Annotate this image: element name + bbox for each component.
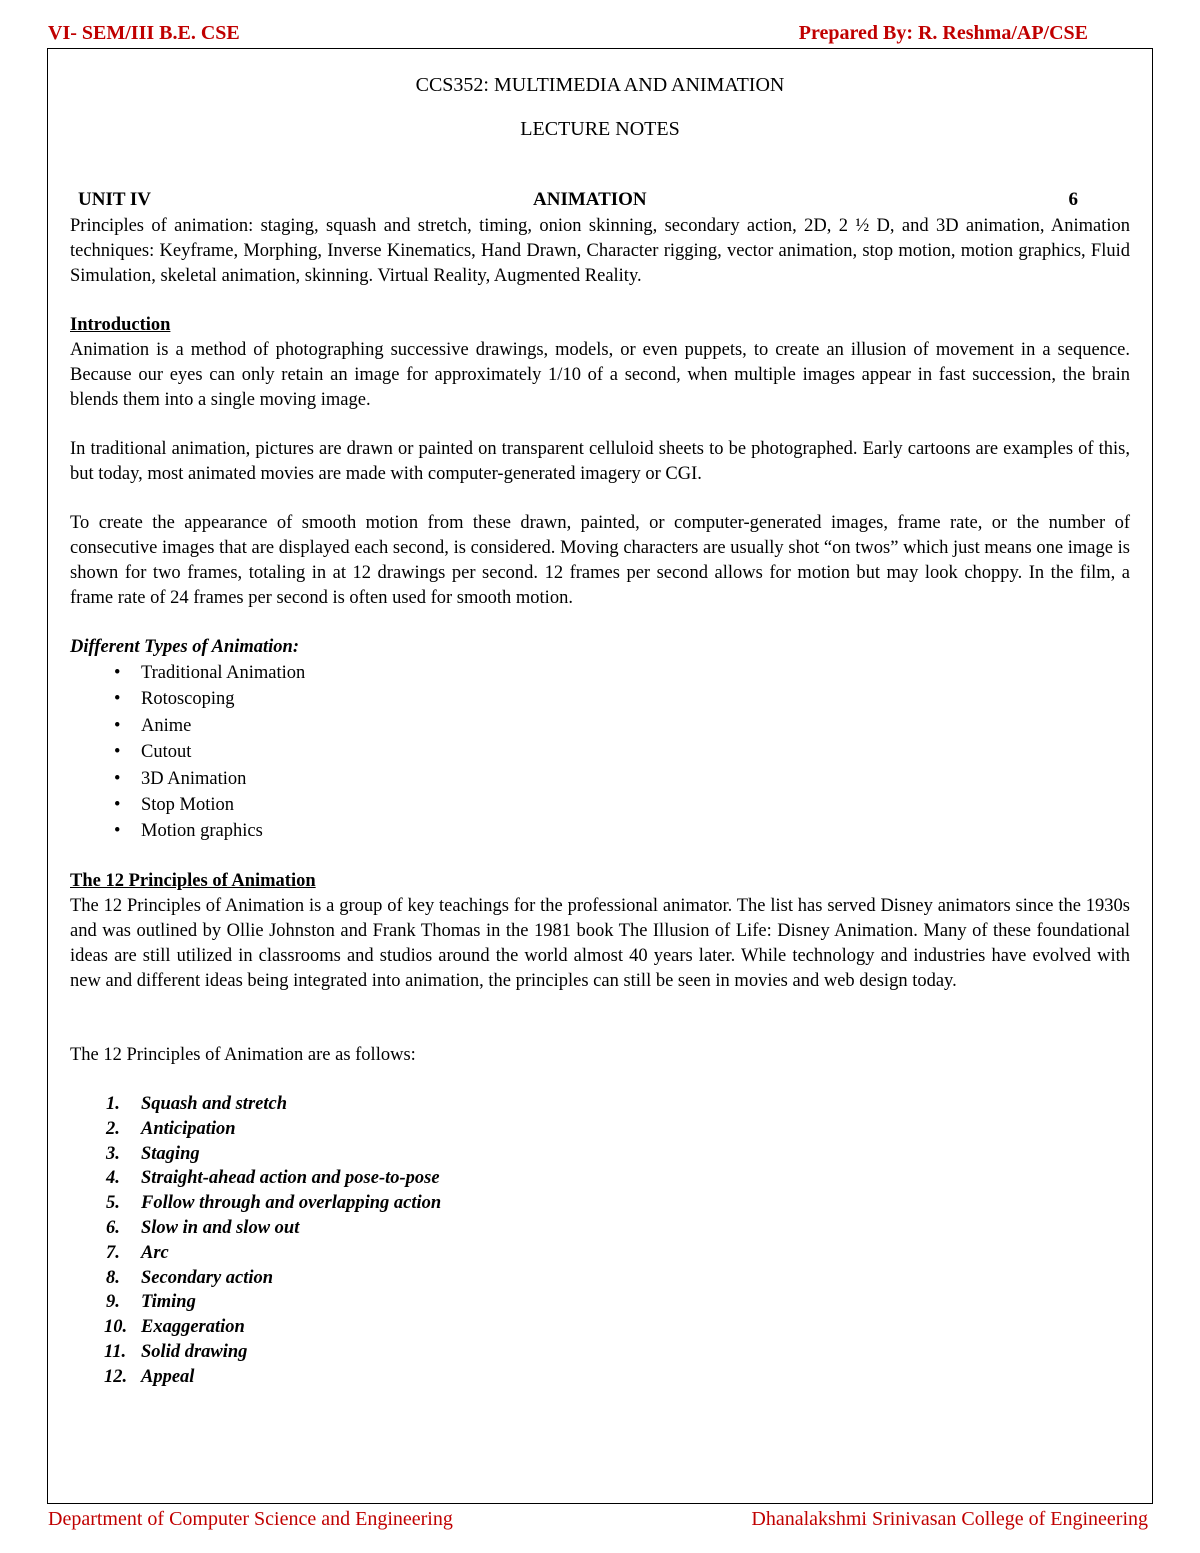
- list-item: 10. Exaggeration: [104, 1317, 245, 1338]
- unit-name: ANIMATION: [533, 189, 647, 210]
- bullet-icon: •: [114, 768, 121, 789]
- unit-row: [78, 189, 1078, 214]
- lecture-notes-title: LECTURE NOTES: [520, 118, 680, 140]
- intro-paragraph-3: To create the appearance of smooth motion from these drawn, painted, or computer-generated images, frame rate, or the number of consecutive images that are displayed each second, is considered. Moving characters are usually shot “on twos” which just means one image is shown for two frames, totaling in at 12 drawings per second. 12 frames per second allows for motion but may look choppy. In the film, a frame rate of 24 frames per second is often used for smooth motion.: [70, 513, 1130, 608]
- types-section: [70, 635, 1130, 845]
- unit-label: UNIT IV: [78, 189, 152, 210]
- principles-list: [70, 1092, 1130, 1390]
- bullet-icon: •: [114, 742, 121, 763]
- list-item: 7. Arc: [106, 1242, 169, 1263]
- introduction-heading: Introduction: [70, 315, 171, 335]
- bullet-icon: •: [114, 821, 121, 842]
- unit-syllabus: [70, 214, 1130, 289]
- unit-hours: 6: [1068, 189, 1078, 210]
- list-item: • Rotoscoping: [70, 686, 1130, 712]
- list-item: 12. Appeal: [104, 1366, 195, 1387]
- principles-paragraph-2: The 12 Principles of Animation are as follows:: [70, 1045, 416, 1065]
- course-title: CCS352: MULTIMEDIA AND ANIMATION: [415, 74, 785, 96]
- bullet-icon: •: [114, 689, 121, 710]
- principles-intro-line-block: [70, 1043, 1130, 1068]
- principles-section: [70, 869, 1130, 994]
- bullet-icon: •: [114, 794, 121, 815]
- types-heading: Different Types of Animation:: [70, 637, 300, 657]
- introduction-section: [70, 313, 1130, 413]
- intro-paragraph-2-block: [70, 437, 1130, 487]
- list-item: 4. Straight-ahead action and pose-to-pose: [106, 1168, 440, 1189]
- list-item: 2. Anticipation: [106, 1118, 236, 1139]
- list-item: 5. Follow through and overlapping action: [106, 1193, 442, 1214]
- list-item: 3. Staging: [106, 1143, 200, 1164]
- header-author: Prepared By: R. Reshma/AP/CSE: [798, 22, 1088, 44]
- principles-heading: The 12 Principles of Animation: [70, 871, 316, 891]
- syllabus-text: Principles of animation: staging, squash and stretch, timing, onion skinning, secondary action, 2D, 2 ½ D, and 3D animation, Animation techniques: Keyframe, Morphing, Inverse Kinematics, Hand Drawn, Character rigging, vector animation, stop motion, motion graphics, Fluid Simulation, skeletal animation, skinning. Virtual Reality, Augmented Reality.: [70, 216, 1130, 286]
- bullet-icon: •: [114, 715, 121, 736]
- list-item: • Cutout: [70, 739, 1130, 765]
- list-item: • Anime: [70, 713, 1130, 739]
- bullet-icon: •: [114, 663, 121, 683]
- list-item: • 3D Animation: [70, 766, 1130, 792]
- intro-paragraph-1: Animation is a method of photographing successive drawings, models, or even puppets, to create an illusion of movement in a sequence. Because our eyes can only retain an image for approximately 1/10 of a second, when multiple images appear in fast succession, the brain blends them into a single moving image.: [70, 340, 1130, 410]
- types-list: [70, 660, 1130, 845]
- list-item: 1. Squash and stretch: [106, 1094, 287, 1114]
- list-item: • Stop Motion: [70, 792, 1130, 818]
- footer-college: Dhanalakshmi Srinivasan College of Engineering: [751, 1508, 1148, 1530]
- list-item: • Traditional Animation: [70, 660, 1130, 686]
- list-item: 8. Secondary action: [106, 1267, 274, 1288]
- footer-department: Department of Computer Science and Engineering: [48, 1508, 453, 1530]
- list-item: 9. Timing: [106, 1292, 196, 1313]
- principles-list-block: [70, 1092, 1130, 1390]
- intro-paragraph-2: In traditional animation, pictures are drawn or painted on transparent celluloid sheets to be photographed. Early cartoons are examples of this, but today, most animated movies are made with computer-generated imagery or CGI.: [70, 439, 1130, 484]
- principles-paragraph-1: The 12 Principles of Animation is a group of key teachings for the professional animator. The list has served Disney animators since the 1930s and was outlined by Ollie Johnston and Frank Thomas in the 1981 book The Illusion of Life: Disney Animation. Many of these foundational ideas are still utilized in classrooms and studios around the world almost 40 years later. While technology and industries have evolved with new and different ideas being integrated into animation, the principles can still be seen in movies and web design today.: [70, 896, 1130, 991]
- header-semester: VI- SEM/III B.E. CSE: [48, 22, 240, 44]
- list-item: • Motion graphics: [70, 818, 1130, 844]
- list-item: 11. Solid drawing: [104, 1341, 248, 1362]
- intro-paragraph-3-block: [70, 511, 1130, 611]
- list-item: 6. Slow in and slow out: [106, 1217, 300, 1238]
